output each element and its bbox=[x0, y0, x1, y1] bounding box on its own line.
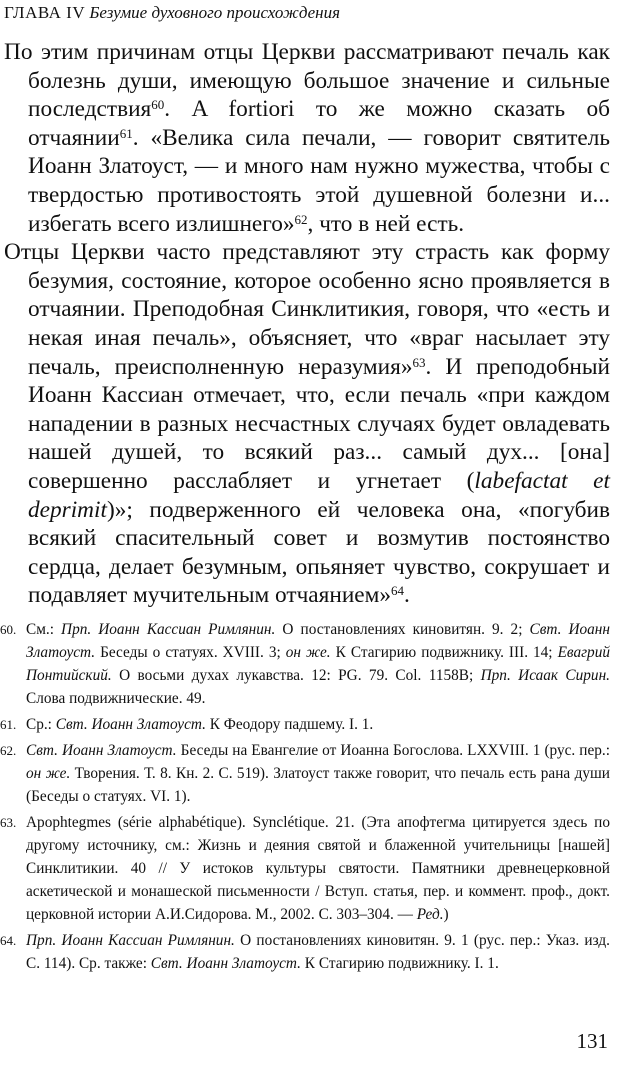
note-text: К Феодору падшему. I. 1. bbox=[205, 716, 374, 733]
note-text: Творения. Т. 8. Кн. 2. С. 519). Златоуст также говорит, что печаль есть рана души (Беседы о статуях. VI. 1). bbox=[26, 765, 610, 805]
footnote-ref-61[interactable]: 61 bbox=[119, 125, 133, 141]
footnote-63 bbox=[0, 811, 610, 926]
footnote-number: 61. bbox=[0, 717, 17, 732]
note-author: Прп. Иоанн Кассиан Римлянин. bbox=[26, 932, 235, 949]
note-text: О постановлениях киновитян. 9. 1 (рус. пер.: Указ. изд. С. 114). Ср. также: bbox=[26, 932, 610, 972]
note-author: Свт. Иоанн Златоуст. bbox=[150, 955, 301, 972]
note-text: Беседы о статуях. XVIII. 3; bbox=[95, 644, 286, 661]
footnote-60 bbox=[0, 618, 610, 710]
text-span: , что в ней есть. bbox=[307, 210, 465, 237]
running-head bbox=[4, 2, 612, 24]
note-text: Слова подвижнические. 49. bbox=[26, 690, 206, 707]
footnotes bbox=[0, 618, 610, 978]
footnote-ref-64[interactable]: 64 bbox=[391, 583, 405, 599]
footnote-number: 62. bbox=[0, 743, 17, 758]
latin-phrase: labefactat et deprimit bbox=[28, 467, 610, 523]
text-span: . И преподобный Иоанн Кассиан отмечает, что, если печаль «при каждом нападении в разных несчастных случаях будет овладевать нашей душей, то всякий раз... самый дух... [она] совершенно расслабляет и угнетает ( bbox=[28, 353, 610, 494]
note-text: Ср.: bbox=[26, 716, 56, 733]
paragraph-1 bbox=[4, 38, 610, 238]
note-author: Свт. Иоанн Златоуст. bbox=[26, 742, 177, 759]
text-span: )»; подверженного ей человека она, «погубив всякий спасительный совет и возмутив постоянство сердца, делает безумным, опьяняет чувство, сокрушает и подавляет мучительным отчаянием» bbox=[28, 496, 610, 609]
note-author: Евагрий Понтийский. bbox=[26, 644, 611, 684]
footnote-61 bbox=[0, 713, 610, 736]
note-text: ) bbox=[443, 906, 449, 923]
note-author: Ред. bbox=[416, 906, 444, 923]
note-author: Свт. Иоанн Златоуст. bbox=[26, 621, 610, 661]
main-text bbox=[4, 38, 610, 610]
note-text: К Стагирию подвижнику. I. 1. bbox=[300, 955, 499, 972]
footnote-number: 64. bbox=[0, 933, 17, 948]
note-author: Прп. Исаак Сирин. bbox=[480, 667, 610, 684]
text-span: . A fortiori то же можно сказать об отчаянии bbox=[28, 96, 610, 151]
chapter-label: ГЛАВА IV bbox=[4, 3, 86, 22]
note-text: См.: bbox=[26, 621, 62, 638]
note-author: он же. bbox=[26, 765, 71, 782]
footnote-64 bbox=[0, 929, 610, 975]
footnote-number: 60. bbox=[0, 622, 17, 637]
page-number: 131 bbox=[576, 1029, 608, 1053]
note-author: Свт. Иоанн Златоуст. bbox=[55, 716, 206, 733]
text-span: . bbox=[404, 582, 410, 609]
note-text: Apophtegmes (série alphabétique). Synclétique. 21. (Эта апофтегма цитируется здесь по другому источнику, см.: Жизнь и деяния святой и блаженной учительницы [нашей] Синклитикии. 40 // У истоков культуры святости. Памятники древнецерковной аскетической и монашеской письменности / Вступ. статья, пер. и коммент. проф., докт. церковной истории А.И.Сидорова. М., 2002. С. 303–304. — bbox=[26, 814, 610, 923]
note-text: О постановлениях киновитян. 9. 2; bbox=[275, 621, 530, 638]
footnote-ref-62[interactable]: 62 bbox=[294, 211, 308, 227]
footnote-number: 63. bbox=[0, 815, 17, 830]
note-text: К Стагирию подвижнику. III. 14; bbox=[330, 644, 558, 661]
chapter-title: Безумие духовного происхождения bbox=[89, 3, 341, 22]
footnote-ref-63[interactable]: 63 bbox=[412, 354, 426, 370]
footnote-62 bbox=[0, 739, 610, 808]
paragraph-2 bbox=[4, 238, 610, 610]
note-text: О восьми духах лукавства. 12: PG. 79. Col. 1158B; bbox=[111, 667, 481, 684]
note-text: Беседы на Евангелие от Иоанна Богослова. LXXVIII. 1 (рус. пер.: bbox=[176, 742, 610, 759]
text-span: . «Велика сила печали, — говорит святитель Иоанн Златоуст, — и много нам нужно мужества, чтобы с твердостью противостоять этой душевной болезни и... избегать всего излишнего» bbox=[28, 124, 610, 237]
footnote-ref-60[interactable]: 60 bbox=[151, 97, 165, 113]
text-span: Отцы Церкви часто представляют эту страсть как форму безумия, состояние, которое особенно ясно проявляется в отчаянии. Преподобная Синклитикия, говоря, что «есть и некая иная печаль», объясняет, что «враг насылает эту печаль, преисполненную неразумия» bbox=[4, 239, 610, 380]
note-author: Прп. Иоанн Кассиан Римлянин. bbox=[61, 621, 276, 638]
text-span: По этим причинам отцы Церкви рассматривают печаль как болезнь души, имеющую большое значение и сильные последствия bbox=[4, 39, 610, 123]
note-author: он же. bbox=[285, 644, 331, 661]
